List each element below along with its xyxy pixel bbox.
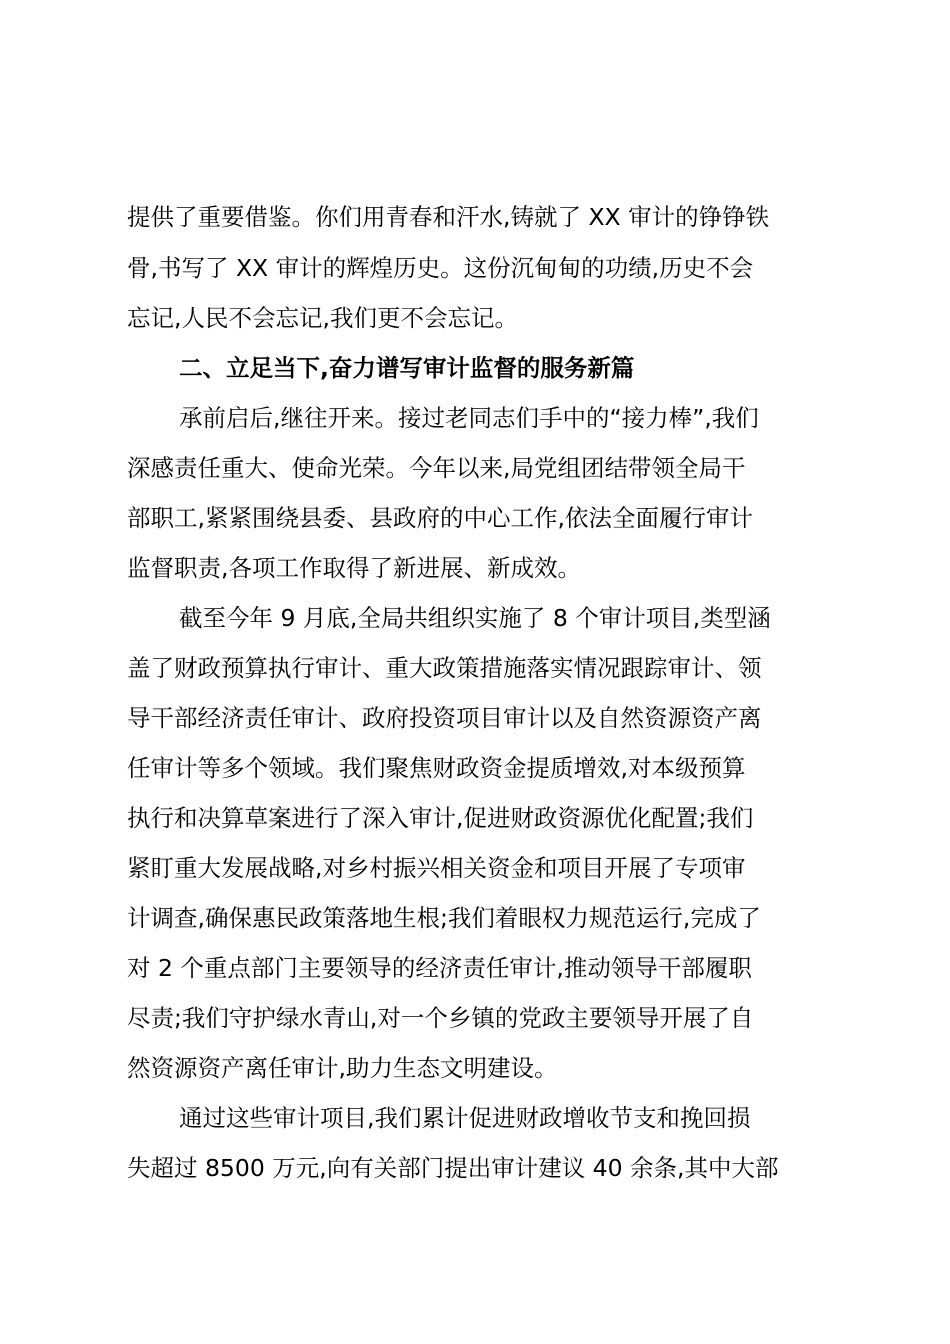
paragraph-line: 计调查,确保惠民政策落地生根;我们着眼权力规范运行,完成了 [127, 904, 761, 932]
paragraph-line: 骨,书写了 XX 审计的辉煌历史。这份沉甸甸的功绩,历史不会 [127, 254, 754, 282]
paragraph-line: 通过这些审计项目,我们累计促进财政增收节支和挽回损 [179, 1104, 751, 1132]
paragraph-line: 承前启后,继往开来。接过老同志们手中的“接力棒”,我们 [179, 404, 759, 432]
paragraph-line: 提供了重要借鉴。你们用青春和汗水,铸就了 XX 审计的铮铮铁 [127, 203, 770, 231]
paragraph-line: 部职工,紧紧围绕县委、县政府的中心工作,依法全面履行审计 [127, 504, 753, 532]
paragraph-line: 监督职责,各项工作取得了新进展、新成效。 [127, 554, 581, 582]
paragraph-line: 紧盯重大发展战略,对乡村振兴相关资金和项目开展了专项审 [127, 854, 746, 882]
paragraph-line: 深感责任重大、使命光荣。今年以来,局党组团结带领全局干 [127, 454, 746, 482]
paragraph-line: 盖了财政预算执行审计、重大政策措施落实情况跟踪审计、领 [127, 654, 762, 682]
paragraph-line: 执行和决算草案进行了深入审计,促进财政资源优化配置;我们 [127, 804, 754, 832]
paragraph-line: 导干部经济责任审计、政府投资项目审计以及自然资源资产离 [127, 704, 762, 732]
paragraph-line: 对 2 个重点部门主要领导的经济责任审计,推动领导干部履职 [127, 954, 752, 982]
paragraph-line: 失超过 8500 万元,向有关部门提出审计建议 40 余条,其中大部 [127, 1154, 779, 1182]
paragraph-line: 任审计等多个领域。我们聚焦财政资金提质增效,对本级预算 [127, 754, 746, 782]
section-heading: 二、立足当下,奋力谱写审计监督的服务新篇 [179, 354, 635, 382]
paragraph-line: 忘记,人民不会忘记,我们更不会忘记。 [127, 304, 518, 332]
paragraph-line: 截至今年 9 月底,全局共组织实施了 8 个审计项目,类型涵 [179, 604, 771, 632]
paragraph-line: 尽责;我们守护绿水青山,对一个乡镇的党政主要领导开展了自 [127, 1004, 754, 1032]
paragraph-line: 然资源资产离任审计,助力生态文明建设。 [127, 1054, 558, 1082]
